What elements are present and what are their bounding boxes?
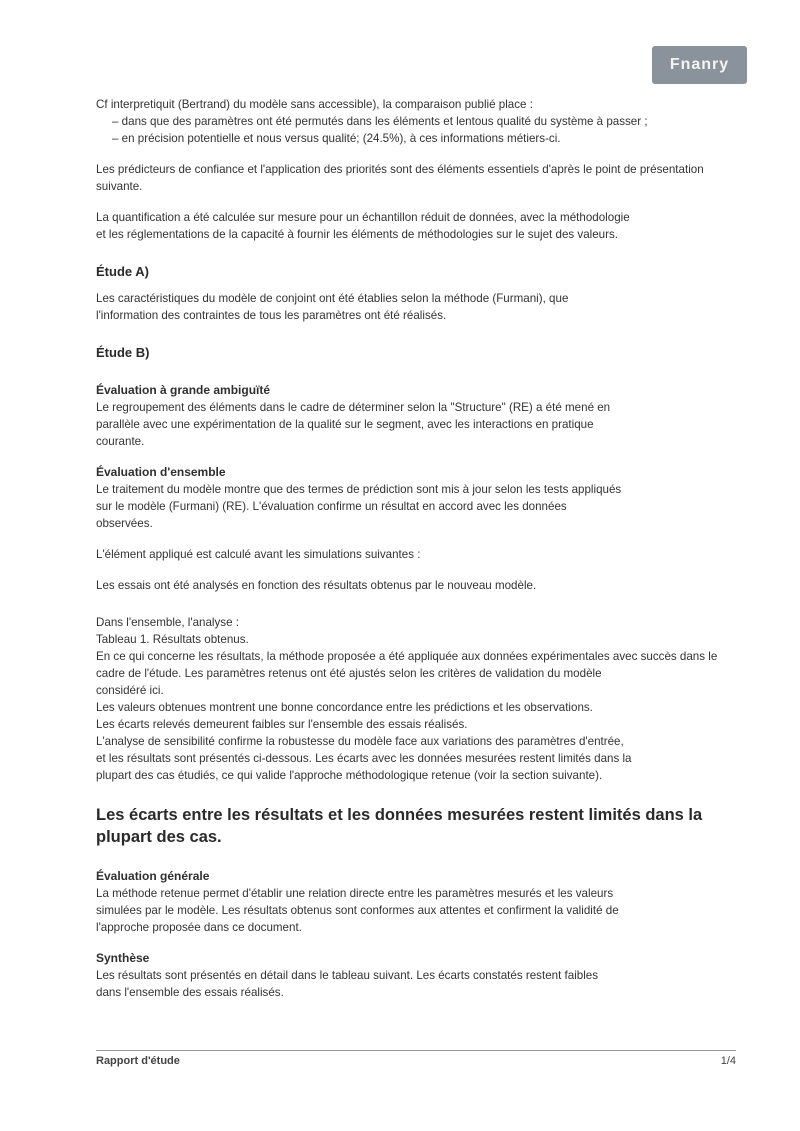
text-line: Les écarts relevés demeurent faibles sur l'ensemble des essais réalisés. <box>96 718 468 731</box>
section-a-paragraph <box>96 290 736 324</box>
section-c-sub1-heading: Évaluation générale <box>96 869 210 883</box>
section-c-sub2-heading: Synthèse <box>96 951 150 965</box>
text-line: – en précision potentielle et nous versus qualité; (24.5%), à ces informations métiers-ci. <box>112 132 561 145</box>
text-line: Les résultats sont présentés en détail dans le tableau suivant. Les écarts constatés restent faibles <box>96 969 599 982</box>
section-b-heading: Étude B) <box>96 345 150 360</box>
text-line: Le traitement du modèle montre que des termes de prédiction sont mis à jour selon les tests appliqués <box>96 483 622 496</box>
intro-paragraph-1 <box>96 96 736 147</box>
text-line: courante. <box>96 435 145 448</box>
text-line: Cf interpretiquit (Bertrand) du modèle sans accessible), la comparaison publié place : <box>96 98 533 111</box>
text-line: et les résultats sont présentés ci-dessous. Les écarts avec les données mesurées restent limités dans la <box>96 752 632 765</box>
text-line: Tableau 1. Résultats obtenus. <box>96 633 249 646</box>
section-b-sub2-paragraph <box>96 481 736 532</box>
text-line: Les valeurs obtenues montrent une bonne concordance entre les prédictions et les observations. <box>96 701 593 714</box>
text-line: sur le modèle (Furmani) (RE). L'évaluation confirme un résultat en accord avec les données <box>96 500 567 513</box>
text-line: La méthode retenue permet d'établir une relation directe entre les paramètres mesurés et les valeurs <box>96 887 614 900</box>
section-a-heading: Étude A) <box>96 264 149 279</box>
page-number: 1/4 <box>720 1055 736 1067</box>
text-line: En ce qui concerne les résultats, la méthode proposée a été appliquée aux données expérimentales avec succès dans le <box>96 650 718 663</box>
text-line: et les réglementations de la capacité à fournir les éléments de méthodologies sur le sujet des valeurs. <box>96 228 619 241</box>
section-c-sub1-paragraph <box>96 885 736 936</box>
text-line: Les prédicteurs de confiance et l'application des priorités sont des éléments essentiels d'après le point de présentation suivante. <box>96 163 704 193</box>
text-line: La quantification a été calculée sur mesure pour un échantillon réduit de données, avec la méthodologie <box>96 211 630 224</box>
section-c-heading: Les écarts entre les résultats et les données mesurées restent limités dans la plupart des cas. <box>96 806 703 846</box>
text-line: l'approche proposée dans ce document. <box>96 921 302 934</box>
section-b-sub1-paragraph <box>96 399 736 450</box>
footer-title: Rapport d'étude <box>96 1055 180 1067</box>
section-c-sub2-paragraph <box>96 967 736 1001</box>
text-line: l'information des contraintes de tous les paramètres ont été réalisés. <box>96 309 447 322</box>
section-b-sub1-heading: Évaluation à grande ambiguïté <box>96 383 271 397</box>
text-line: Les caractéristiques du modèle de conjoint ont été établies selon la méthode (Furmani), que <box>96 292 569 305</box>
text-line: parallèle avec une expérimentation de la qualité sur le segment, avec les interactions en pratique <box>96 418 594 431</box>
intro-paragraph-3 <box>96 209 736 243</box>
text-line: Les essais ont été analysés en fonction des résultats obtenus par le nouveau modèle. <box>96 579 537 592</box>
text-line: plupart des cas étudiés, ce qui valide l'approche méthodologique retenue (voir la section suivante). <box>96 769 603 782</box>
page-footer <box>96 1050 736 1067</box>
text-line: Le regroupement des éléments dans le cadre de déterminer selon la "Structure" (RE) a été mené en <box>96 401 611 414</box>
text-line: – dans que des paramètres ont été permutés dans les éléments et lentous qualité du système à passer ; <box>112 115 648 128</box>
text-line: Dans l'ensemble, l'analyse : <box>96 616 239 629</box>
document-body <box>96 96 736 1001</box>
text-line: cadre de l'étude. Les paramètres retenus ont été ajustés selon les critères de validation du modèle <box>96 667 602 680</box>
text-line: observées. <box>96 517 153 530</box>
intro-paragraph-2 <box>96 161 736 195</box>
header-badge: Fnanry <box>652 46 747 84</box>
text-line: simulées par le modèle. Les résultats obtenus sont conformes aux attentes et confirment la validité de <box>96 904 619 917</box>
section-b-block <box>96 614 736 784</box>
text-line: dans l'ensemble des essais réalisés. <box>96 986 284 999</box>
section-b-sub2-heading: Évaluation d'ensemble <box>96 465 226 479</box>
text-line: considéré ici. <box>96 684 164 697</box>
text-line: L'analyse de sensibilité confirme la robustesse du modèle face aux variations des paramètres d'entrée, <box>96 735 624 748</box>
text-line: L'élément appliqué est calculé avant les simulations suivantes : <box>96 548 421 561</box>
